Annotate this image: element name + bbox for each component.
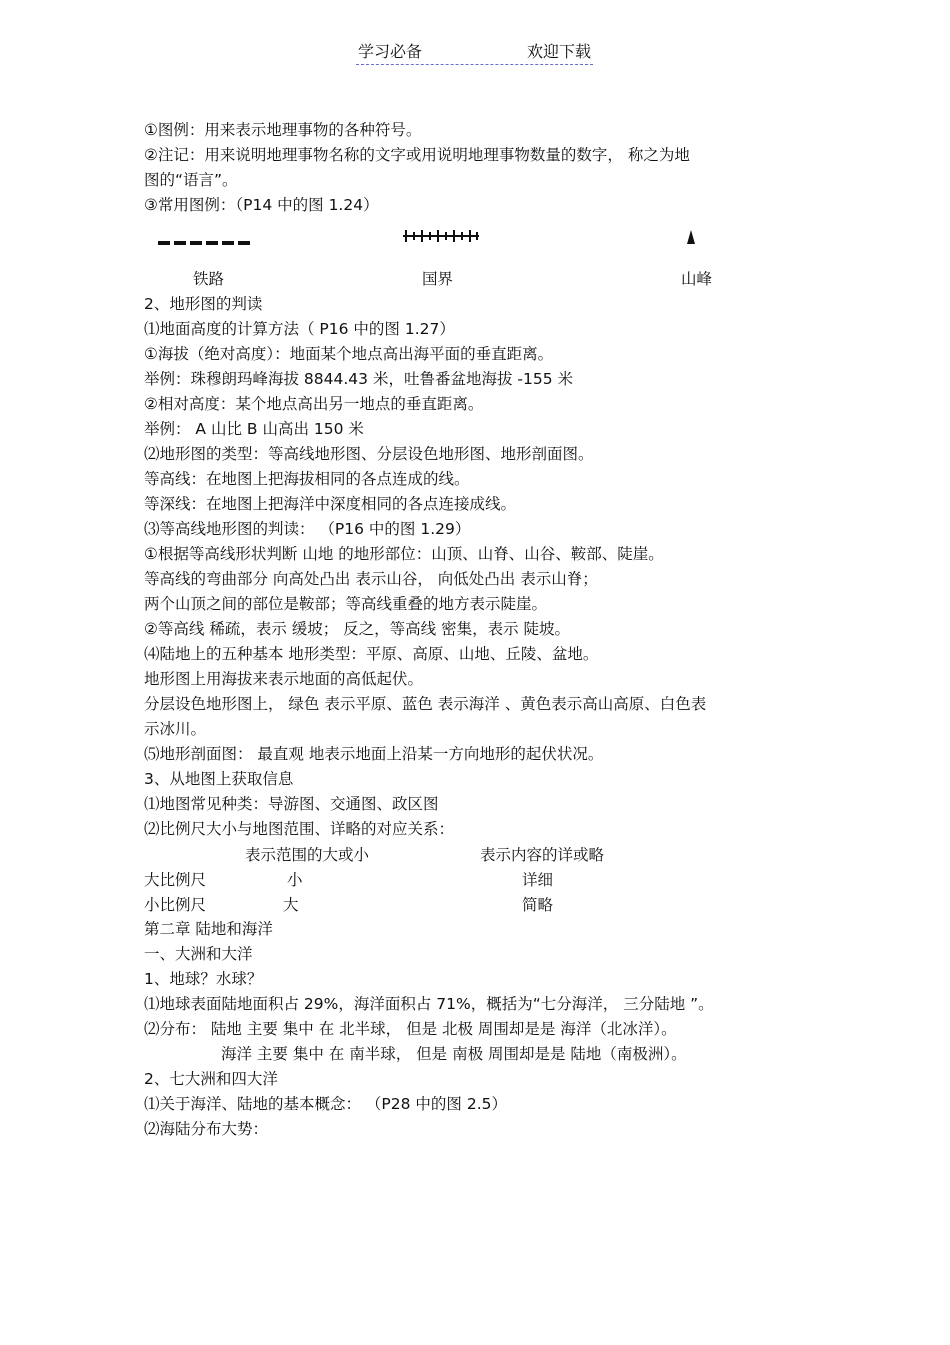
header-left: 学习必备	[358, 42, 423, 61]
text-line: 图的“语言”。	[144, 171, 238, 189]
text-line: ①根据等高线形状判断 山地 的地形部位：山顶、山脊、山谷、鞍部、陡崖。	[144, 545, 664, 563]
peak-symbol-icon	[687, 230, 695, 244]
text-line: 3、从地图上获取信息	[144, 770, 294, 788]
text-line: ③常用图例：（P14 中的图 1.24）	[144, 196, 379, 214]
text-line: 一、大洲和大洋	[144, 945, 253, 963]
scale-table-row-detail: 详细	[522, 871, 554, 889]
text-line: ②等高线 稀疏，表示 缓坡； 反之，等高线 密集，表示 陡坡。	[144, 620, 571, 638]
scale-table-row-name: 大比例尺	[144, 871, 207, 889]
text-line: ⑴关于海洋、陆地的基本概念： （P28 中的图 2.5）	[144, 1095, 508, 1113]
text-line: 2、地形图的判读	[144, 295, 263, 313]
text-line: 地形图上用海拔来表示地面的高低起伏。	[144, 670, 424, 688]
text-line: 2、七大洲和四大洋	[144, 1070, 278, 1088]
text-line: 第二章 陆地和海洋	[144, 920, 273, 938]
railway-symbol-icon	[158, 241, 250, 245]
page-header	[356, 40, 593, 65]
text-line: 1、地球？水球？	[144, 970, 263, 988]
scale-table-head-range: 表示范围的大或小	[245, 846, 370, 864]
text-line: 等深线：在地图上把海洋中深度相同的各点连接成线。	[144, 495, 517, 513]
text-line: 海洋 主要 集中 在 南半球， 但是 南极 周围却是是 陆地（南极洲）。	[221, 1045, 687, 1063]
text-line: ⑵地形图的类型：等高线地形图、分层设色地形图、地形剖面图。	[144, 445, 594, 463]
text-line: ⑶等高线地形图的判读： （P16 中的图 1.29）	[144, 520, 471, 538]
scale-table-row-detail: 简略	[522, 896, 554, 914]
text-line: ⑵分布： 陆地 主要 集中 在 北半球， 但是 北极 周围却是是 海洋（北冰洋）。	[144, 1020, 677, 1038]
scale-table-row-range: 小	[287, 871, 303, 889]
scale-table-row-range: 大	[283, 896, 299, 914]
text-line: ⑸地形剖面图： 最直观 地表示地面上沿某一方向地形的起伏状况。	[144, 745, 604, 763]
border-symbol-icon	[403, 229, 479, 243]
text-line: 示冰川。	[144, 720, 207, 738]
text-line: ⑷陆地上的五种基本 地形类型：平原、高原、山地、丘陵、盆地。	[144, 645, 599, 663]
legend-border-label: 国界	[422, 270, 454, 288]
text-line: 举例：珠穆朗玛峰海拔 8844.43 米，吐鲁番盆地海拔 -155 米	[144, 370, 573, 388]
scale-table-head-detail: 表示内容的详或略	[480, 846, 605, 864]
text-line: ①图例：用来表示地理事物的各种符号。	[144, 121, 422, 139]
text-line: ⑵比例尺大小与地图范围、详略的对应关系：	[144, 820, 455, 838]
text-line: 两个山顶之间的部位是鞍部；等高线重叠的地方表示陡崖。	[144, 595, 548, 613]
text-line: ②注记：用来说明地理事物名称的文字或用说明地理事物数量的数字， 称之为地	[144, 146, 690, 164]
header-right: 欢迎下载	[526, 42, 591, 61]
text-line: ⑴地面高度的计算方法（ P16 中的图 1.27）	[144, 320, 455, 338]
legend-railway-label: 铁路	[193, 270, 225, 288]
text-line: ⑴地球表面陆地面积占 29%，海洋面积占 71%，概括为“七分海洋， 三分陆地 ”。	[144, 995, 714, 1013]
legend-peak-label: 山峰	[681, 270, 713, 288]
text-line: 等高线的弯曲部分 向高处凸出 表示山谷， 向低处凸出 表示山脊；	[144, 570, 598, 588]
text-line: 等高线：在地图上把海拔相同的各点连成的线。	[144, 470, 470, 488]
text-line: 分层设色地形图上， 绿色 表示平原、蓝色 表示海洋 、黄色表示高山高原、白色表	[144, 695, 707, 713]
scale-table-row-name: 小比例尺	[144, 896, 207, 914]
text-line: ①海拔（绝对高度）：地面某个地点高出海平面的垂直距离。	[144, 345, 554, 363]
text-line: ⑴地图常见种类：导游图、交通图、政区图	[144, 795, 439, 813]
text-line: 举例： A 山比 B 山高出 150 米	[144, 420, 364, 438]
text-line: ②相对高度：某个地点高出另一地点的垂直距离。	[144, 395, 484, 413]
text-line: ⑵海陆分布大势：	[144, 1120, 269, 1138]
